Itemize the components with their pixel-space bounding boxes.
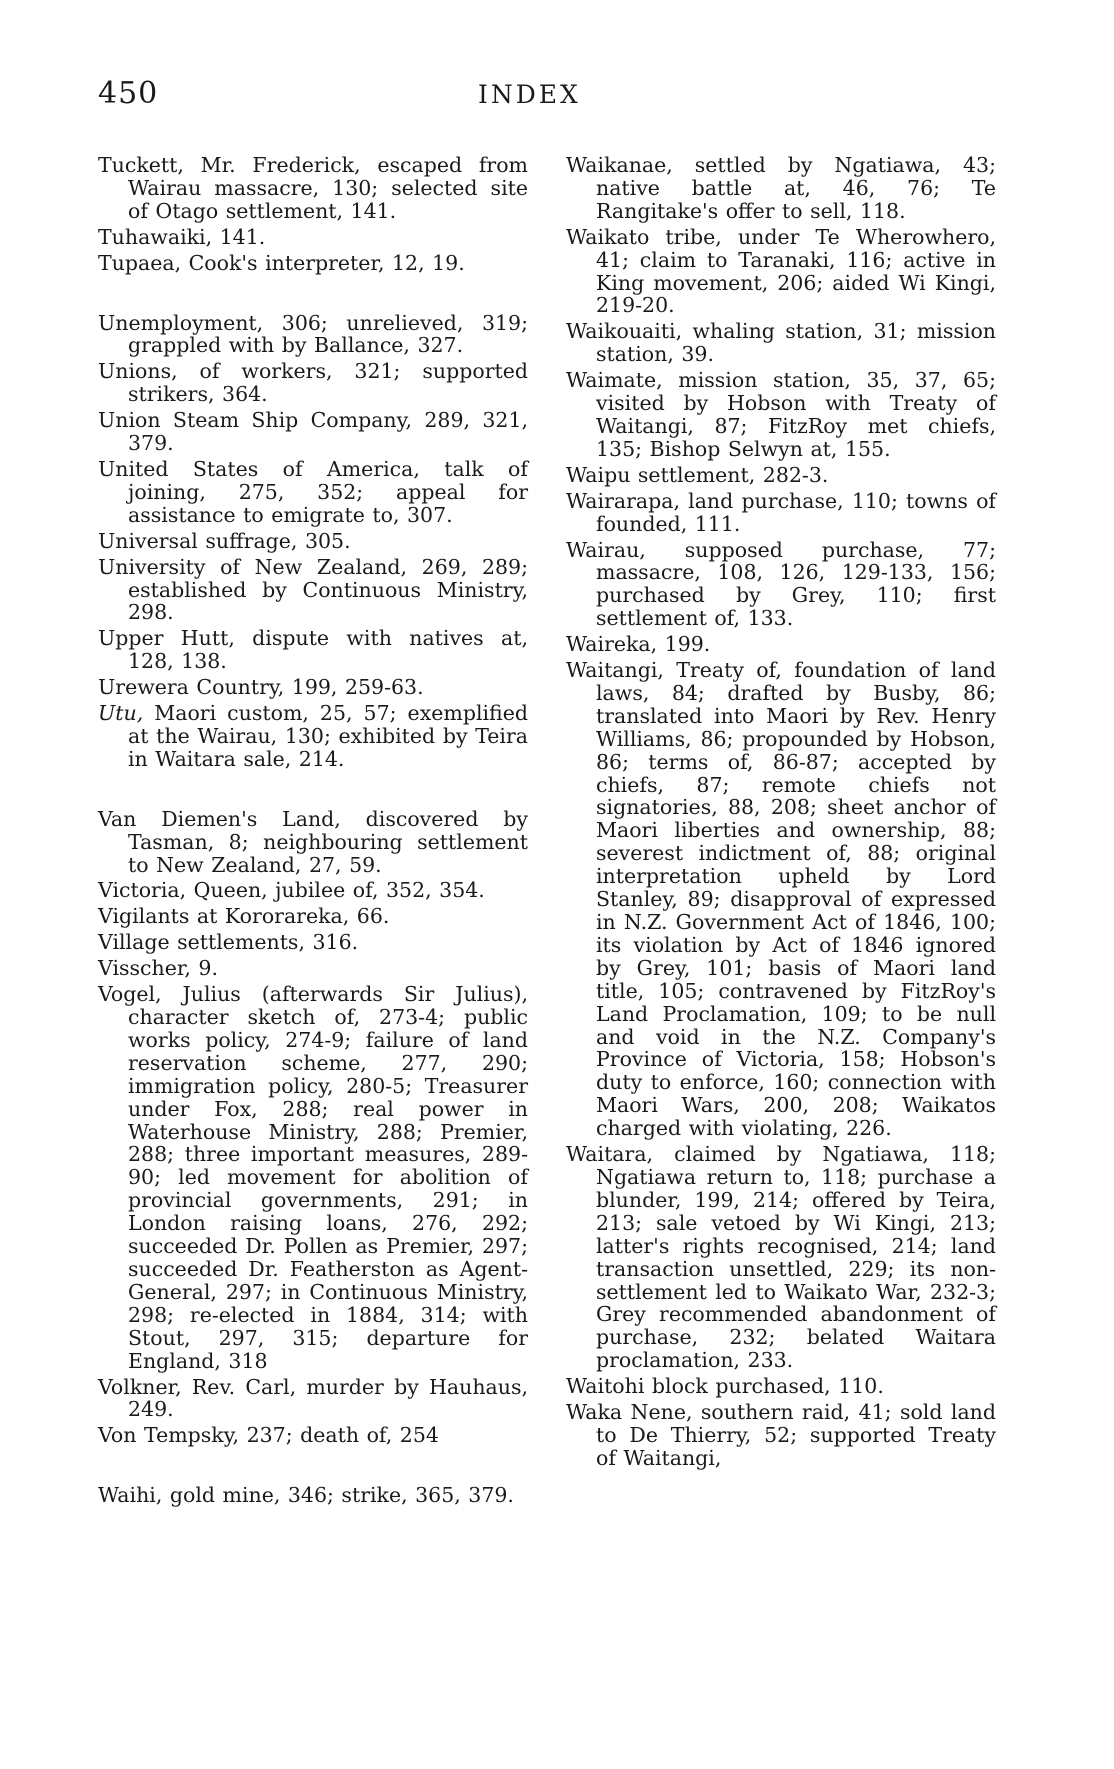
index-entry: [98, 676, 528, 699]
index-entry: [98, 879, 528, 902]
index-entry-text: Von Tempsky, 237; death of, 254: [98, 1423, 439, 1448]
index-entry: [566, 1375, 996, 1398]
index-entry: [98, 931, 528, 954]
index-entry-text: Volkner, Rev. Carl, murder by Hauhaus, 249.: [98, 1374, 528, 1422]
index-entry-text: Vigilants at Kororareka, 66.: [98, 904, 390, 929]
index-entry-text: Unemployment, 306; unrelieved, 319; grappled with by Ballance, 327.: [98, 310, 528, 358]
index-entry: [566, 226, 996, 318]
index-entry: [566, 369, 996, 461]
index-entry-text: Urewera Country, 199, 259-63.: [98, 675, 424, 700]
index-entry: [98, 409, 528, 455]
index-entry-text: United States of America, talk of joining, 275, 352; appeal for assistance to emigrate to, 307.: [98, 456, 528, 527]
index-entry-text: Waireka, 199.: [566, 632, 711, 657]
index-entry-text: Tuckett, Mr. Frederick, escaped from Wairau massacre, 130; selected site of Otago settlement, 141.: [98, 153, 528, 223]
index-entry: [98, 312, 528, 358]
index-column-right: [566, 154, 996, 1473]
letter-group-gap: [98, 1450, 528, 1484]
index-entry-text: Waipu settlement, 282-3.: [566, 462, 829, 487]
index-entry: [566, 464, 996, 487]
index-entry-text: Waihi, gold mine, 346; strike, 365, 379.: [98, 1483, 514, 1508]
index-entry-text: Tupaea, Cook's interpreter, 12, 19.: [98, 250, 465, 275]
index-entry: [566, 320, 996, 366]
index-entry: [98, 1376, 528, 1422]
index-entry: [566, 490, 996, 536]
index-entry-lead: Utu,: [98, 701, 144, 726]
page-header: [98, 76, 1038, 126]
index-entry-text: Wairau, supposed purchase, 77; massacre, 108, 126, 129-133, 156; purchased by Grey, 110; first settlement of, 133.: [566, 537, 996, 631]
index-entry: [98, 226, 528, 249]
index-entry: [98, 957, 528, 980]
index-column-left: [98, 154, 528, 1510]
running-title: INDEX: [478, 80, 581, 109]
index-entry: [98, 1484, 528, 1507]
index-entry-text: Vogel, Julius (afterwards Sir Julius), character sketch of, 273-4; public works policy, 274-9; failure of land reservation scheme, 277, 290; immigration policy, 280-5; Treasurer under Fox, 288; real power in Waterhouse Ministry, 288; Premier, 288; three important measures, 289-90; led movement for abolition of provincial governments, 291; in London raising loans, 276, 292; succeeded Dr. Pollen as Premier, 297; succeeded Dr. Featherston as Agent-General, 297; in Continuous Ministry, 298; re-elected in 1884, 314; with Stout, 297, 315; departure for England, 318: [98, 982, 528, 1373]
index-entry-text: Waikouaiti, whaling station, 31; mission station, 39.: [566, 319, 996, 367]
index-entry-text: Upper Hutt, dispute with natives at, 128, 138.: [98, 626, 528, 674]
index-entry: [98, 252, 528, 275]
index-entry-text: Victoria, Queen, jubilee of, 352, 354.: [98, 878, 485, 903]
index-entry: [98, 905, 528, 928]
index-entry: [98, 530, 528, 553]
index-entry: [98, 556, 528, 625]
index-entry-text: Waitara, claimed by Ngatiawa, 118; Ngatiawa return to, 118; purchase a blunder, 199, 214; offered by Teira, 213; sale vetoed by Wi Kingi, 213; latter's rights recognised, 214; land transaction unsettled, 229; its non-settlement led to Waikato War, 232-3; Grey recommended abandonment of purchase, 232; belated Waitara proclamation, 233.: [566, 1142, 996, 1373]
index-entry-text: Van Diemen's Land, discovered by Tasman, 8; neighbouring settlement to New Zealand, 27, 59.: [98, 806, 528, 877]
index-entry: [566, 659, 996, 1140]
index-entry: [566, 154, 996, 223]
index-entry-text: Maori custom, 25, 57; exemplified at the Wairau, 130; exhibited by Teira in Waitara sale, 214.: [128, 701, 528, 771]
index-entry-text: Wairarapa, land purchase, 110; towns of founded, 111.: [566, 488, 996, 536]
index-entry-text: Waimate, mission station, 35, 37, 65; visited by Hobson with Treaty of Waitangi, 87; FitzRoy met chiefs, 135; Bishop Selwyn at, 155.: [566, 368, 996, 461]
index-entry-text: Union Steam Ship Company, 289, 321, 379.: [98, 408, 528, 456]
index-entry: [98, 702, 528, 771]
index-entry-text: Waikato tribe, under Te Wherowhero, 41; claim to Taranaki, 116; active in King movement, 206; aided Wi Kingi, 219-20.: [566, 224, 996, 318]
index-entry-text: Waitangi, Treaty of, foundation of land laws, 84; drafted by Busby, 86; translated into Maori by Rev. Henry Williams, 86; propounded by Hobson, 86; terms of, 86-87; accepted by chiefs, 87; remote chiefs not signatories, 88, 208; sheet anchor of Maori liberties and ownership, 88; severest indictment of, 88; original interpretation upheld by Lord Stanley, 89; disapproval of expressed in N.Z. Government Act of 1846, 100; its violation by Act of 1846 ignored by Grey, 101; basis of Maori land title, 105; contravened by FitzRoy's Land Proclamation, 109; to be null and void in the N.Z. Company's Province of Victoria, 158; Hobson's duty to enforce, 160; connection with Maori Wars, 200, 208; Waikatos charged with violating, 226.: [566, 658, 996, 1141]
index-entry-text: Waka Nene, southern raid, 41; sold land to De Thierry, 52; supported Treaty of Waitangi,: [566, 1400, 996, 1470]
letter-group-gap: [98, 774, 528, 808]
index-entry: [566, 1143, 996, 1372]
index-entry: [98, 458, 528, 527]
index-entry: [566, 539, 996, 631]
index-entry-text: Waikanae, settled by Ngatiawa, 43; native battle at, 46, 76; Te Rangitake's offer to sell, 118.: [566, 153, 996, 223]
index-entry: [98, 808, 528, 877]
index-entry: [98, 1424, 528, 1447]
index-entry-text: Village settlements, 316.: [98, 930, 359, 955]
index-entry-text: University of New Zealand, 269, 289; established by Continuous Ministry, 298.: [98, 554, 528, 625]
index-entry: [566, 1401, 996, 1470]
index-entry-text: Unions, of workers, 321; supported strikers, 364.: [98, 359, 528, 407]
index-entry: [98, 627, 528, 673]
index-entry: [98, 983, 528, 1372]
index-entry-text: Universal suffrage, 305.: [98, 528, 351, 553]
index-entry: [98, 360, 528, 406]
index-entry: [98, 154, 528, 223]
index-entry-text: Visscher, 9.: [98, 956, 218, 981]
index-entry-text: Waitohi block purchased, 110.: [566, 1374, 884, 1399]
page-number: 450: [98, 76, 159, 111]
letter-group-gap: [98, 278, 528, 312]
index-entry-text: Tuhawaiki, 141.: [98, 224, 266, 249]
index-entry: [566, 633, 996, 656]
